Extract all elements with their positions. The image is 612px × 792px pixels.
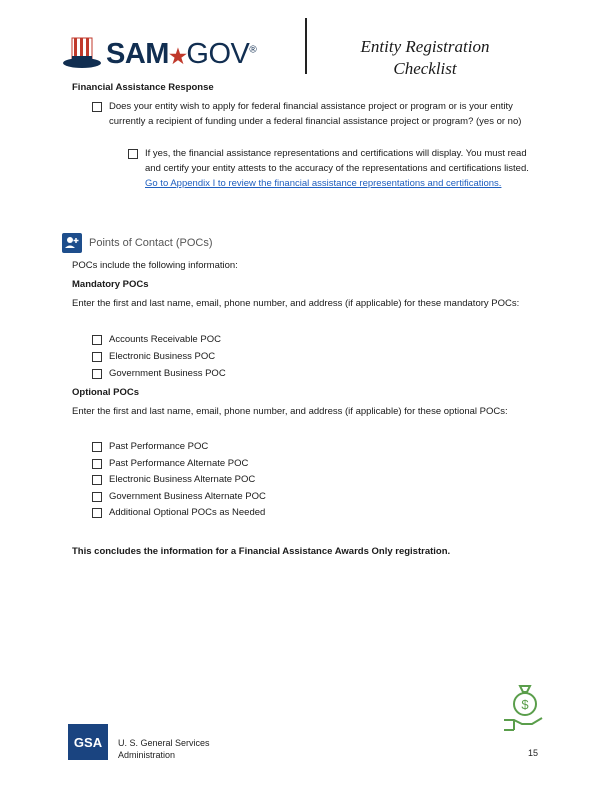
poc-heading: Points of Contact (POCs) (89, 237, 213, 249)
sam-gov-logo: SAM★GOV® (62, 36, 242, 76)
footer-org-line-2: Administration (118, 750, 176, 760)
list-item (92, 505, 265, 520)
checkbox[interactable] (92, 442, 102, 452)
title-line-2: Checklist (393, 59, 457, 78)
title-line-1: Entity Registration (360, 37, 490, 56)
financial-question: Does your entity wish to apply for federal financial assistance project or program or is your entity currently a recipient of funding under a federal financial assistance project or program? (yes or no) (109, 101, 522, 127)
svg-text:$: $ (521, 697, 529, 712)
page-number: 15 (528, 748, 539, 758)
list-item (92, 456, 248, 471)
add-person-icon (62, 233, 82, 253)
mandatory-poc-item: Electronic Business POC (109, 351, 216, 362)
financial-heading: Financial Assistance Response (72, 82, 214, 93)
checkbox[interactable] (128, 149, 138, 159)
checkbox[interactable] (92, 459, 102, 469)
optional-poc-item: Past Performance POC (109, 441, 209, 452)
list-item (92, 489, 266, 504)
list-item (92, 349, 215, 364)
appendix-i-link[interactable]: Go to Appendix I to review the financial assistance representations and certifications. (145, 178, 502, 189)
header-divider (305, 18, 307, 74)
checkbox[interactable] (92, 369, 102, 379)
conclusion-text: This concludes the information for a Financial Assistance Awards Only registration. (72, 546, 451, 557)
mandatory-poc-item: Accounts Receivable POC (109, 334, 221, 345)
checkbox[interactable] (92, 102, 102, 112)
logo-gov: GOV (186, 38, 250, 70)
money-hand-icon (500, 682, 552, 734)
financial-subquestion-text: If yes, the financial assistance representations and certifications will display. You must read and certify your entity attests to the accuracy of the representations and certifications listed. (145, 148, 529, 174)
optional-poc-item: Past Performance Alternate POC (109, 458, 249, 469)
checkbox[interactable] (92, 508, 102, 518)
optional-description: Enter the first and last name, email, phone number, and address (if applicable) for these optional POCs: (72, 406, 508, 417)
mandatory-heading: Mandatory POCs (72, 279, 149, 290)
uncle-sam-hat-icon (62, 36, 102, 72)
checkbox[interactable] (92, 335, 102, 345)
list-item (92, 366, 226, 381)
footer-org (118, 737, 210, 761)
checkbox[interactable] (92, 492, 102, 502)
list-item (92, 472, 255, 487)
optional-heading: Optional POCs (72, 387, 140, 398)
logo-sam: SAM (106, 38, 169, 70)
financial-subquestion-row (128, 146, 543, 191)
financial-subquestion (145, 146, 543, 191)
optional-poc-item: Additional Optional POCs as Needed (109, 507, 266, 518)
poc-intro: POCs include the following information: (72, 260, 238, 271)
gsa-logo: GSA (68, 724, 108, 760)
footer-org-line-1: U. S. General Services (118, 738, 210, 748)
checkbox[interactable] (92, 352, 102, 362)
page-title (330, 36, 520, 80)
checkbox[interactable] (92, 475, 102, 485)
mandatory-poc-item: Government Business POC (109, 368, 226, 379)
list-item (92, 439, 208, 454)
list-item (92, 332, 221, 347)
mandatory-description: Enter the first and last name, email, phone number, and address (if applicable) for these mandatory POCs: (72, 298, 520, 309)
financial-question-row (92, 99, 542, 129)
optional-poc-item: Electronic Business Alternate POC (109, 474, 256, 485)
optional-poc-item: Government Business Alternate POC (109, 491, 266, 502)
